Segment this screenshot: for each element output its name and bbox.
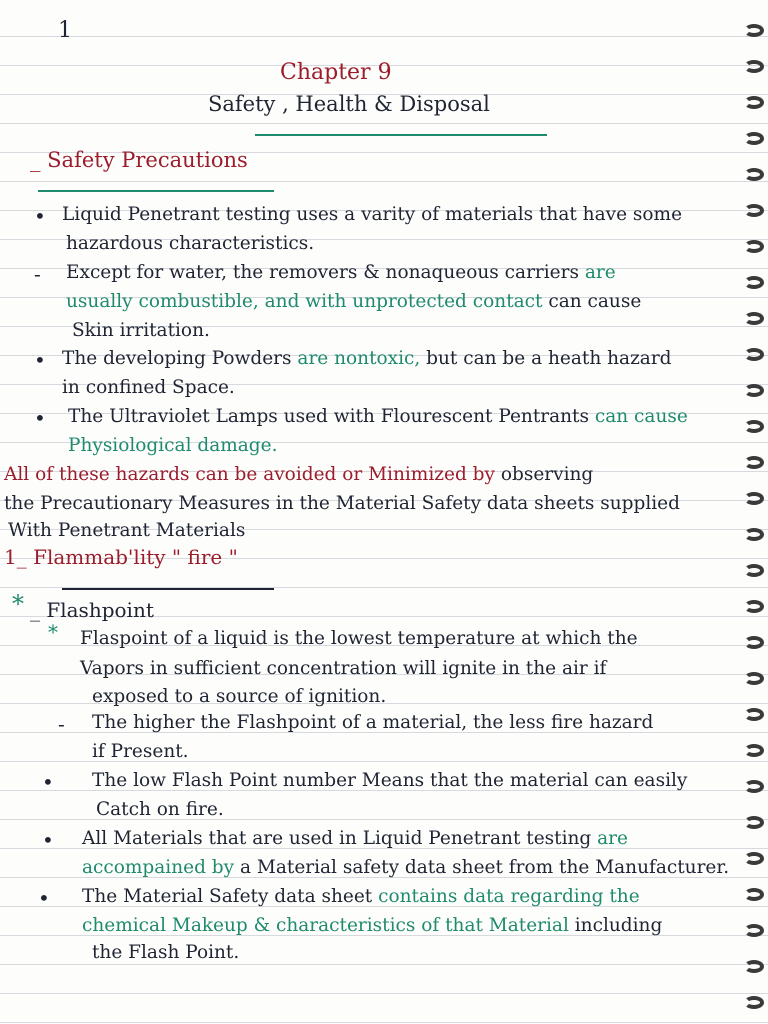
spiral-ring <box>744 132 764 145</box>
spiral-ring <box>744 672 764 685</box>
spiral-ring <box>744 600 764 613</box>
spiral-ring <box>744 960 764 973</box>
text-line: With Penetrant Materials <box>8 520 246 541</box>
spiral-ring <box>744 240 764 253</box>
spiral-ring <box>744 204 764 217</box>
text-line: in confined Space. <box>62 377 235 398</box>
text-span: including <box>574 915 663 936</box>
spiral-ring <box>744 924 764 937</box>
spiral-ring <box>744 24 764 37</box>
heading-underline <box>62 588 274 590</box>
text-line: The low Flash Point number Means that the material can easily <box>92 770 688 791</box>
spiral-ring <box>744 60 764 73</box>
text-line: Physiological damage. <box>68 435 278 456</box>
spiral-ring <box>744 312 764 325</box>
bullet-dot: • <box>38 886 50 910</box>
bullet-dash: - <box>34 262 41 286</box>
bullet-dot: • <box>42 828 54 852</box>
text-span: a Material safety data sheet from the Manufacturer. <box>240 857 730 878</box>
text-line: the Flash Point. <box>92 942 240 963</box>
text-line: Flaspoint of a liquid is the lowest temperature at which the <box>80 628 638 649</box>
bullet-dot: • <box>42 770 54 794</box>
text-line: the Precautionary Measures in the Material Safety data sheets supplied <box>4 493 680 514</box>
text-line <box>82 857 729 878</box>
text-span: All of these hazards can be avoided or Minimized by <box>4 464 495 485</box>
spiral-ring <box>744 348 764 361</box>
spiral-binding <box>734 0 768 1024</box>
title-underline <box>255 134 547 136</box>
spiral-ring <box>744 996 764 1009</box>
spiral-ring <box>744 564 764 577</box>
text-span: usually combustible, and with unprotected contact <box>66 291 543 312</box>
chapter-title: Chapter 9 <box>280 60 392 85</box>
spiral-ring <box>744 384 764 397</box>
bullet-dot: • <box>34 348 46 372</box>
spiral-ring <box>744 816 764 829</box>
chapter-subtitle: Safety , Health & Disposal <box>208 92 490 116</box>
text-line: Skin irritation. <box>72 320 210 341</box>
text-line: hazardous characteristics. <box>66 233 315 254</box>
spiral-ring <box>744 888 764 901</box>
spiral-ring <box>744 456 764 469</box>
spiral-ring <box>744 780 764 793</box>
text-span: can cause <box>548 291 642 312</box>
text-line: exposed to a source of ignition. <box>92 686 387 707</box>
text-span: Except for water, the removers & nonaqueous carriers <box>66 262 579 283</box>
bullet-dash: - <box>58 712 65 736</box>
spiral-ring <box>744 852 764 865</box>
text-line <box>66 291 641 312</box>
text-line <box>82 915 662 936</box>
bullet-dot: • <box>34 204 46 228</box>
bullet-dot: • <box>34 406 46 430</box>
text-span: are nontoxic, <box>297 348 421 369</box>
text-span: but can be a heath hazard <box>426 348 672 369</box>
text-span: The Ultraviolet Lamps used with Flourescent Pentrants <box>68 406 589 427</box>
spiral-ring <box>744 276 764 289</box>
text-line: The higher the Flashpoint of a material, the less fire hazard <box>92 712 654 733</box>
text-line: if Present. <box>92 741 189 762</box>
text-span: are <box>597 828 628 849</box>
spiral-ring <box>744 708 764 721</box>
text-line <box>66 262 616 283</box>
text-line <box>82 828 628 849</box>
text-span: All Materials that are used in Liquid Penetrant testing <box>82 828 592 849</box>
page-number: 1 <box>58 18 72 43</box>
text-line <box>68 406 688 427</box>
text-line <box>4 464 593 485</box>
text-span: are <box>584 262 616 283</box>
spiral-ring <box>744 528 764 541</box>
heading-underline <box>38 190 274 192</box>
text-span: observing <box>500 464 594 485</box>
text-line: Liquid Penetrant testing uses a varity of materials that have some <box>62 204 683 225</box>
text-span: The developing Powders <box>62 348 292 369</box>
spiral-ring <box>744 636 764 649</box>
text-span: accompained by <box>82 857 235 878</box>
star-icon: * <box>48 620 58 644</box>
section-heading-safety: _ Safety Precautions <box>30 148 248 172</box>
text-span: chemical Makeup & characteristics of that Material <box>82 915 569 936</box>
text-span: can cause <box>594 406 688 427</box>
spiral-ring <box>744 744 764 757</box>
section-heading-flashpoint: _ Flashpoint <box>30 598 154 622</box>
star-icon: * <box>12 590 24 618</box>
text-line: Vapors in sufficient concentration will ignite in the air if <box>80 658 607 679</box>
text-span: The Material Safety data sheet <box>82 886 373 907</box>
text-line <box>82 886 640 907</box>
spiral-ring <box>744 492 764 505</box>
text-span: contains data regarding the <box>378 886 640 907</box>
text-line <box>62 348 672 369</box>
spiral-ring <box>744 420 764 433</box>
spiral-ring <box>744 96 764 109</box>
section-heading-flammability: 1_ Flammab'lity " fire " <box>4 545 238 569</box>
spiral-ring <box>744 168 764 181</box>
text-line: Catch on fire. <box>96 799 224 820</box>
